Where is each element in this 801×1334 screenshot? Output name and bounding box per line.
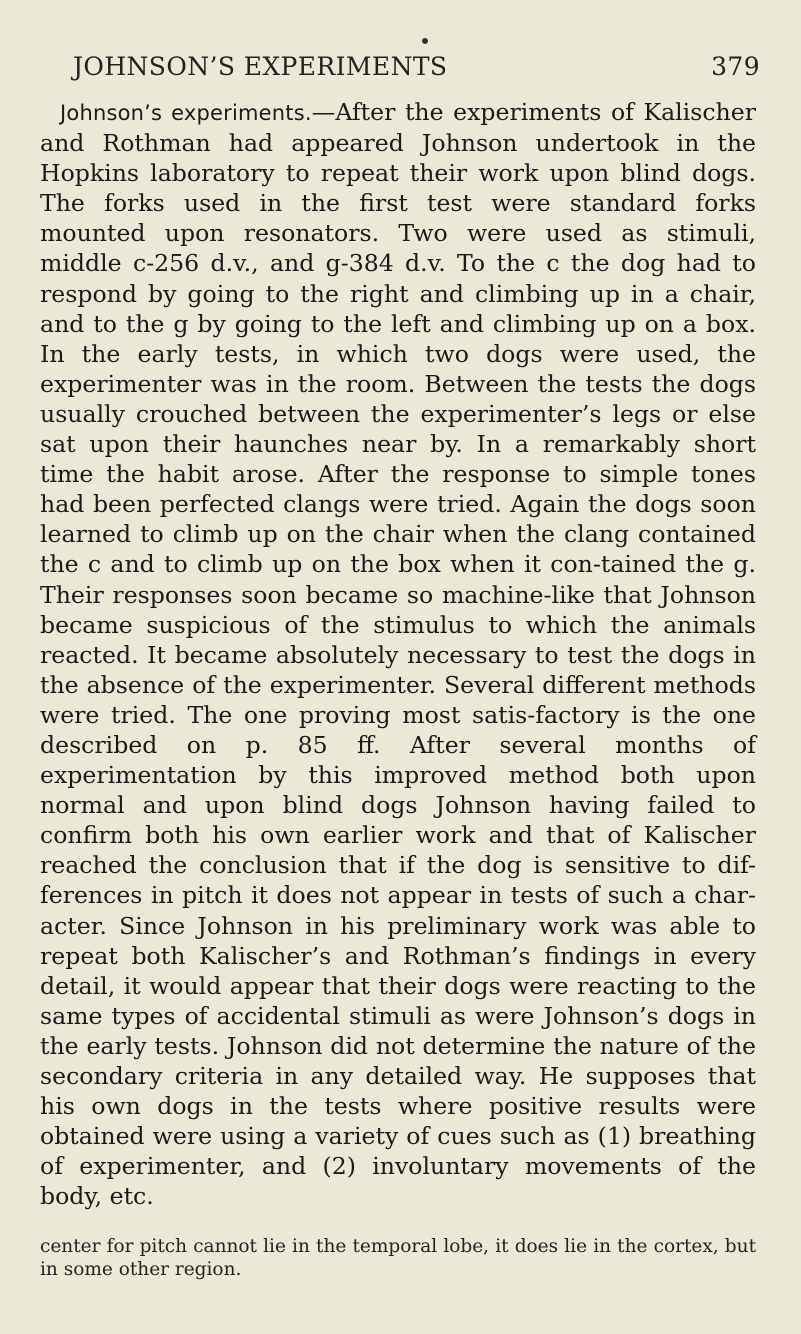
- running-head-title: JOHNSON’S EXPERIMENTS: [73, 52, 448, 81]
- footnote: center for pitch cannot lie in the temporal lobe, it does lie in the cortex, but in some other region.: [40, 1236, 756, 1281]
- main-paragraph: [40, 97, 756, 1211]
- running-head: [73, 52, 760, 81]
- book-page: [40, 52, 760, 1300]
- ink-dot: [422, 38, 428, 44]
- section-lead-in: Johnson’s experiments.: [60, 101, 312, 125]
- paragraph-text: —After the experiments of Kalischer and Rothman had appeared Johnson undertook in the Hopkins laboratory to repeat their work upon blind dogs. The forks used in the first test were standard forks mounted upon resonators. Two were used as stimuli, middle c-256 d.v., and g-384 d.v. To the c the dog had to respond by going to the right and climbing up in a chair, and to the g by going to the left and climbing up on a box. In the early tests, in which two dogs were used, the experimenter was in the room. Between the tests the dogs usually crouched between the experimenter’s legs or else sat upon their haunches near by. In a remarkably short time the habit arose. After the response to simple tones had been perfected clangs were tried. Again the dogs soon learned to climb up on the chair when the clang contained the c and to climb up on the box when it con-tained the g. Their responses soon became so machine-like that Johnson became suspicious of the stimulus to which the animals reacted. It became absolutely necessary to test the dogs in the absence of the experimenter. Several different methods were tried. The one proving most satis-factory is the one described on p. 85 ff. After several months of experimentation by this improved method both upon normal and upon blind dogs Johnson having failed to confirm both his own earlier work and that of Kalischer reached the conclusion that if the dog is sensitive to dif-ferences in pitch it does not appear in tests of such a char-acter. Since Johnson in his preliminary work was able to repeat both Kalischer’s and Rothman’s findings in every detail, it would appear that their dogs were reacting to the same types of accidental stimuli as were Johnson’s dogs in the early tests. Johnson did not determine the nature of the secondary criteria in any detailed way. He supposes that his own dogs in the tests where positive results were obtained were using a variety of cues such as (1) breathing of experimenter, and (2) involuntary movements of the body, etc.: [40, 98, 756, 1211]
- page-number: 379: [711, 52, 760, 81]
